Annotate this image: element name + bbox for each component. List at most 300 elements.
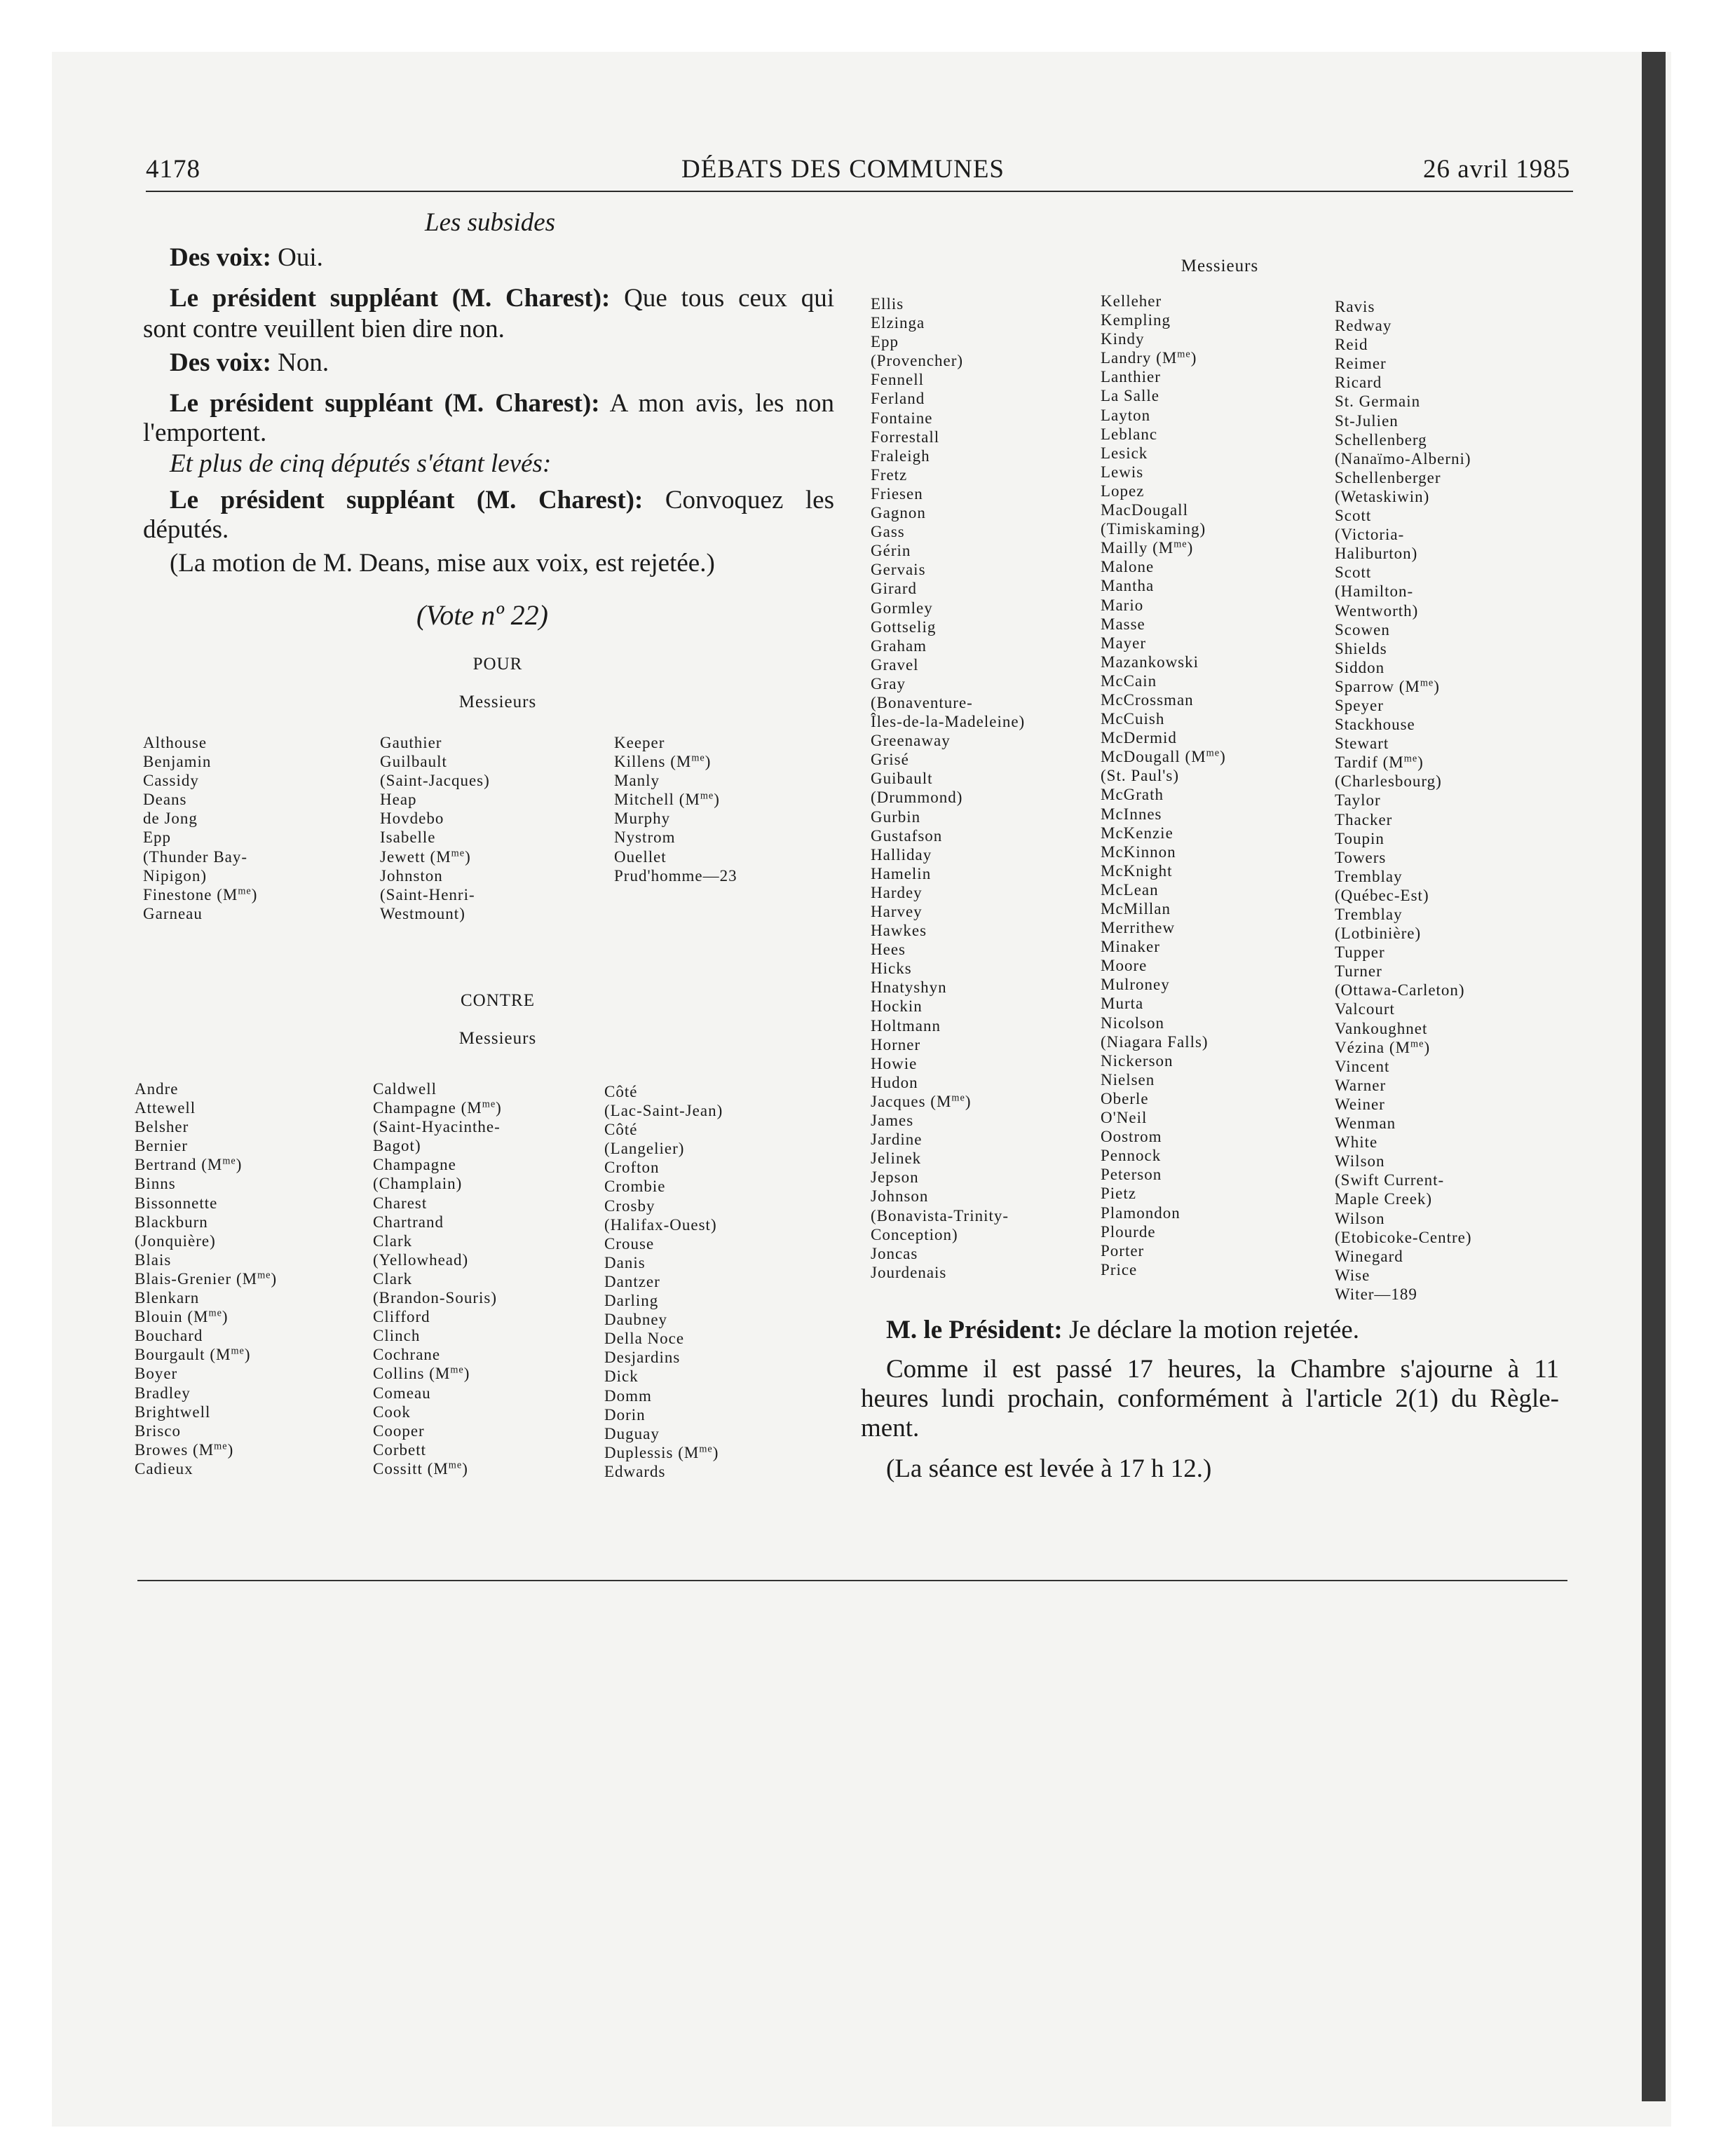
member-name: Lewis bbox=[1101, 463, 1144, 481]
member-name: Jacques $(M^{me})$ bbox=[871, 1092, 972, 1110]
member-name: Tupper bbox=[1335, 943, 1385, 962]
speaker-label: M. le Président: bbox=[886, 1316, 1063, 1344]
riding-name: Haliburton) bbox=[1335, 545, 1418, 563]
member-name: Fennell bbox=[871, 371, 924, 389]
member-name: Clark bbox=[373, 1269, 413, 1288]
title-mme: $M^{me}$ bbox=[193, 1307, 222, 1326]
member-name: Tremblay bbox=[1335, 906, 1403, 923]
title-mme: $M^{me}$ bbox=[207, 1155, 236, 1174]
member-name: Guilbault bbox=[380, 753, 447, 771]
member-name: Côté bbox=[604, 1083, 638, 1100]
member-name: Blais bbox=[135, 1250, 172, 1269]
member-name: Gagnon bbox=[871, 504, 926, 522]
member-name: Lesick bbox=[1101, 444, 1148, 462]
member-name: Blouin $(M^{me})$ bbox=[135, 1307, 229, 1326]
member-name: Nystrom bbox=[614, 828, 676, 847]
member-name: Vézina $(M^{me})$ bbox=[1335, 1038, 1431, 1056]
member-name: Cossitt $(M^{me})$ bbox=[373, 1459, 468, 1478]
speaker-label: Le président suppléant (M. Charest): bbox=[170, 284, 611, 313]
member-name: Moore bbox=[1101, 957, 1148, 975]
member-name: O'Neil bbox=[1101, 1109, 1148, 1127]
member-name: Nicolson bbox=[1101, 1014, 1165, 1032]
riding-name: (Yellowhead) bbox=[373, 1250, 469, 1269]
member-name: Warner bbox=[1335, 1076, 1387, 1094]
member-name: Blackburn bbox=[135, 1213, 208, 1231]
pour-column-1 bbox=[143, 733, 257, 923]
member-name: Cassidy bbox=[143, 772, 199, 790]
title-mme: $M^{me}$ bbox=[1405, 677, 1434, 695]
contre-heading: CONTRE bbox=[461, 991, 535, 1010]
member-name: Dick bbox=[604, 1367, 639, 1386]
member-name: Della Noce bbox=[604, 1330, 685, 1348]
riding-name: Îles-de-la-Madeleine) bbox=[871, 713, 1026, 731]
member-name: McGrath bbox=[1101, 786, 1164, 804]
member-name: Reimer bbox=[1335, 355, 1387, 373]
member-name: Gravel bbox=[871, 655, 919, 674]
member-name: Johnson bbox=[871, 1187, 929, 1206]
member-name: Champagne $(M^{me})$ bbox=[373, 1098, 502, 1117]
member-name: Shields bbox=[1335, 639, 1387, 657]
member-name: Blais-Grenier $(M^{me})$ bbox=[135, 1269, 278, 1288]
right-paragraph-2-line-1: Comme il est passé 17 heures, la Chambre s'ajourne à 11 bbox=[886, 1355, 1559, 1384]
riding-name: (Langelier) bbox=[604, 1140, 685, 1158]
title-mme: $M^{me}$ bbox=[216, 1345, 245, 1364]
contre-column-6 bbox=[1335, 297, 1472, 1304]
member-name: St-Julien bbox=[1335, 411, 1399, 430]
title-mme: $M^{me}$ bbox=[683, 1443, 713, 1461]
member-name: Ricard bbox=[1335, 374, 1382, 392]
title-mme: $M^{me}$ bbox=[242, 1269, 271, 1288]
member-name: Comeau bbox=[373, 1384, 431, 1402]
member-name: McInnes bbox=[1101, 805, 1162, 823]
member-name: Minaker bbox=[1101, 938, 1160, 956]
member-name: Plourde bbox=[1101, 1222, 1156, 1241]
riding-name: (Lac-Saint-Jean) bbox=[604, 1102, 723, 1120]
member-name: Deans bbox=[143, 791, 187, 809]
member-name: Halliday bbox=[871, 845, 932, 864]
member-name: Crosby bbox=[604, 1196, 655, 1215]
member-name: Oberle bbox=[1101, 1089, 1149, 1107]
member-name: Garneau bbox=[143, 904, 203, 922]
riding-name: (Nanaïmo-Alberni) bbox=[1335, 449, 1471, 468]
member-name: Cadieux bbox=[135, 1459, 193, 1478]
member-name: Killens $(M^{me})$ bbox=[614, 752, 712, 771]
issue-date: 26 avril 1985 bbox=[1423, 155, 1571, 184]
riding-name: (Wetaskiwin) bbox=[1335, 487, 1430, 505]
member-name: Peterson bbox=[1101, 1166, 1162, 1184]
paragraph-2-line-1 bbox=[170, 282, 834, 315]
member-name: Jelinek bbox=[871, 1149, 922, 1168]
member-name: Fontaine bbox=[871, 409, 933, 427]
title-mme: $M^{me}$ bbox=[685, 790, 714, 809]
member-name: McKenzie bbox=[1101, 824, 1173, 842]
member-name: Gormley bbox=[871, 599, 933, 617]
riding-name: (Niagara Falls) bbox=[1101, 1032, 1209, 1051]
member-name: Wenman bbox=[1335, 1114, 1396, 1133]
member-name: Browes $(M^{me})$ bbox=[135, 1440, 234, 1459]
member-name: Hardey bbox=[871, 883, 923, 901]
riding-name: Westmount) bbox=[380, 904, 465, 922]
speech-text: Oui. bbox=[271, 243, 323, 272]
member-name: Mario bbox=[1101, 596, 1144, 614]
member-name: Gervais bbox=[871, 561, 926, 579]
member-name: Corbett bbox=[373, 1440, 426, 1459]
member-name: Speyer bbox=[1335, 696, 1384, 714]
member-name: Champagne bbox=[373, 1156, 456, 1174]
member-name: Hicks bbox=[871, 960, 912, 978]
member-name: Desjardins bbox=[604, 1349, 681, 1367]
contre-column-5 bbox=[1101, 292, 1226, 1279]
member-name: Kelleher bbox=[1101, 292, 1162, 310]
paragraph-2-line-2: sont contre veuillent bien dire non. bbox=[143, 315, 505, 343]
member-name: Reid bbox=[1335, 336, 1368, 354]
member-name: Malone bbox=[1101, 558, 1155, 576]
journal-title: DÉBATS DES COMMUNES bbox=[681, 155, 1005, 184]
member-name: Fretz bbox=[871, 465, 908, 484]
member-name: Mazankowski bbox=[1101, 653, 1199, 671]
member-name: Mailly $(M^{me})$ bbox=[1101, 538, 1194, 557]
member-name: Valcourt bbox=[1335, 1000, 1395, 1018]
member-name: Turner bbox=[1335, 962, 1382, 981]
pour-subheading: Messieurs bbox=[458, 692, 537, 711]
speech-text: Je déclare la motion rejetée. bbox=[1062, 1316, 1359, 1344]
member-name: Johnston bbox=[380, 866, 443, 885]
contre-column-3 bbox=[604, 1082, 723, 1481]
riding-name: Bagot) bbox=[373, 1137, 421, 1155]
speech-text: Que tous ceux qui bbox=[610, 284, 834, 313]
member-name: Schellenberg bbox=[1335, 430, 1427, 449]
riding-name: (Swift Current- bbox=[1335, 1171, 1445, 1189]
riding-name: Wentworth) bbox=[1335, 601, 1419, 620]
member-name: Althouse bbox=[143, 734, 207, 751]
member-name: Gray bbox=[871, 674, 906, 692]
riding-name: (Jonquière) bbox=[135, 1231, 216, 1250]
member-name: James bbox=[871, 1112, 914, 1130]
member-name: Duplessis $(M^{me})$ bbox=[604, 1443, 719, 1461]
member-name: Dorin bbox=[604, 1405, 646, 1424]
right-paragraph-2-line-3: ment. bbox=[861, 1414, 920, 1442]
member-name: Nielsen bbox=[1101, 1070, 1155, 1089]
member-name: Crofton bbox=[604, 1159, 660, 1177]
member-name: Edwards bbox=[604, 1462, 666, 1480]
member-name: Weiner bbox=[1335, 1095, 1385, 1113]
member-name: Winegard bbox=[1335, 1247, 1403, 1265]
member-name: McCrossman bbox=[1101, 690, 1194, 709]
member-name: Pietz bbox=[1101, 1185, 1136, 1203]
member-name: Greenaway bbox=[871, 732, 951, 750]
member-name: Mitchell $(M^{me})$ bbox=[614, 790, 720, 809]
paragraph-6-line-1 bbox=[170, 484, 834, 517]
member-name: Cochrane bbox=[373, 1346, 441, 1364]
member-name: Stackhouse bbox=[1335, 716, 1415, 734]
riding-name: (Bonaventure- bbox=[871, 693, 973, 711]
member-name: Scott bbox=[1335, 507, 1372, 525]
member-name: Brightwell bbox=[135, 1403, 211, 1421]
member-name: Joncas bbox=[871, 1244, 918, 1262]
member-name: Finestone $(M^{me})$ bbox=[143, 885, 258, 903]
member-name: Duguay bbox=[604, 1424, 660, 1442]
riding-name: (Saint-Jacques) bbox=[380, 772, 490, 790]
page-number: 4178 bbox=[146, 155, 200, 184]
member-name: Tremblay bbox=[1335, 867, 1403, 885]
contre-subheading: Messieurs bbox=[458, 1029, 537, 1048]
member-name: Harvey bbox=[871, 903, 923, 920]
member-name: Ellis bbox=[871, 295, 904, 313]
vote-title: (Vote nº 22) bbox=[416, 599, 548, 631]
member-name: Jepson bbox=[871, 1168, 919, 1187]
member-name: Clinch bbox=[373, 1327, 421, 1345]
member-name: Chartrand bbox=[373, 1213, 444, 1231]
paragraph-4-line-2: l'emportent. bbox=[143, 418, 267, 447]
member-name: Elzinga bbox=[871, 314, 925, 332]
member-name: Belsher bbox=[135, 1118, 189, 1136]
member-name: Landry $(M^{me})$ bbox=[1101, 348, 1197, 367]
member-name: Horner bbox=[871, 1035, 921, 1053]
member-name: Crouse bbox=[604, 1234, 655, 1253]
member-name: Heap bbox=[380, 791, 417, 809]
member-name: Schellenberger bbox=[1335, 468, 1441, 486]
member-name: Nickerson bbox=[1101, 1051, 1173, 1070]
member-name: Howie bbox=[871, 1054, 918, 1072]
pour-column-2 bbox=[380, 733, 490, 923]
member-name: Leblanc bbox=[1101, 425, 1158, 443]
riding-name: (Drummond) bbox=[871, 789, 963, 807]
member-name: Girard bbox=[871, 580, 918, 598]
title-mme: $M^{me}$ bbox=[1395, 1038, 1424, 1056]
member-name: Kempling bbox=[1101, 311, 1171, 329]
title-mme: $M^{me}$ bbox=[936, 1092, 965, 1110]
title-mme: $M^{me}$ bbox=[436, 847, 465, 866]
speaker-label: Le président suppléant (M. Charest): bbox=[170, 486, 644, 514]
title-mme: $M^{me}$ bbox=[1162, 348, 1191, 367]
member-name: McMillan bbox=[1101, 900, 1171, 917]
member-name: Epp bbox=[143, 828, 172, 847]
right-paragraph-3: (La séance est levée à 17 h 12.) bbox=[886, 1454, 1212, 1483]
member-name: Boyer bbox=[135, 1365, 178, 1383]
title-mme: $M^{me}$ bbox=[1389, 753, 1418, 772]
speaker-label: Des voix: bbox=[170, 243, 271, 272]
riding-name: Conception) bbox=[871, 1225, 958, 1243]
member-name: Jourdenais bbox=[871, 1263, 947, 1281]
title-mme: $M^{me}$ bbox=[433, 1459, 463, 1478]
paragraph-7: (La motion de M. Deans, mise aux voix, est rejetée.) bbox=[170, 549, 715, 578]
member-name: Mulroney bbox=[1101, 976, 1170, 994]
member-name: Vincent bbox=[1335, 1057, 1390, 1075]
member-name: McDougall $(M^{me})$ bbox=[1101, 747, 1226, 766]
member-name: Lanthier bbox=[1101, 368, 1161, 386]
member-name: McCain bbox=[1101, 671, 1157, 690]
riding-name: (Etobicoke-Centre) bbox=[1335, 1228, 1472, 1246]
member-name: Stewart bbox=[1335, 735, 1389, 753]
member-name: Toupin bbox=[1335, 829, 1384, 847]
riding-name: (Ottawa-Carleton) bbox=[1335, 981, 1465, 999]
member-name: Murta bbox=[1101, 995, 1144, 1013]
member-name: Hockin bbox=[871, 997, 923, 1016]
member-name: Domm bbox=[604, 1386, 652, 1405]
riding-name: (Québec-Est) bbox=[1335, 886, 1429, 904]
section-title: Les subsides bbox=[425, 208, 556, 237]
riding-name: (Champlain) bbox=[373, 1175, 463, 1193]
member-name: Bissonnette bbox=[135, 1194, 218, 1212]
title-mme: $M^{me}$ bbox=[198, 1440, 228, 1459]
member-name: McKnight bbox=[1101, 861, 1173, 880]
member-name: Caldwell bbox=[373, 1080, 437, 1098]
member-name: Brisco bbox=[135, 1421, 182, 1440]
member-name: Bernier bbox=[135, 1137, 188, 1155]
title-mme: $M^{me}$ bbox=[676, 752, 705, 771]
paragraph-5: Et plus de cinq députés s'étant levés: bbox=[170, 449, 552, 478]
right-paragraph-1 bbox=[886, 1314, 1359, 1347]
member-name: Mantha bbox=[1101, 577, 1155, 595]
member-name: Graham bbox=[871, 636, 927, 655]
member-name: Prud'homme—23 bbox=[614, 866, 737, 885]
member-name: Siddon bbox=[1335, 658, 1385, 676]
paragraph-6-line-2: députés. bbox=[143, 515, 229, 544]
riding-name: (Saint-Henri- bbox=[380, 885, 475, 903]
member-name: Epp bbox=[871, 333, 899, 351]
member-name: White bbox=[1335, 1133, 1378, 1152]
member-name: Hnatyshyn bbox=[871, 978, 947, 997]
member-name: Scott bbox=[1335, 564, 1372, 582]
member-name: McKinnon bbox=[1101, 842, 1176, 861]
member-name: Wilson bbox=[1335, 1152, 1385, 1171]
riding-name: (St. Paul's) bbox=[1101, 767, 1179, 785]
riding-name: (Timiskaming) bbox=[1101, 520, 1206, 538]
title-mme: $M^{me}$ bbox=[1191, 747, 1220, 766]
member-name: Porter bbox=[1101, 1241, 1145, 1260]
member-name: Gérin bbox=[871, 542, 911, 560]
paragraph-3 bbox=[170, 346, 329, 380]
member-name: Gottselig bbox=[871, 618, 937, 636]
member-name: Jewett $(M^{me})$ bbox=[380, 847, 471, 866]
speech-text: A mon avis, les non bbox=[599, 389, 834, 418]
member-name: Layton bbox=[1101, 406, 1151, 424]
member-name: Attewell bbox=[135, 1099, 196, 1117]
riding-name: (Provencher) bbox=[871, 352, 964, 370]
member-name: Friesen bbox=[871, 484, 923, 503]
member-name: Darling bbox=[604, 1292, 659, 1310]
member-name: Gurbin bbox=[871, 807, 921, 826]
member-name: Plamondon bbox=[1101, 1203, 1181, 1222]
member-name: Ouellet bbox=[614, 847, 667, 866]
speaker-label: Le président suppléant (M. Charest): bbox=[170, 389, 600, 418]
speech-text: Non. bbox=[271, 348, 329, 377]
member-name: Price bbox=[1101, 1260, 1138, 1278]
member-name: La Salle bbox=[1101, 387, 1159, 405]
title-mme: $M^{me}$ bbox=[467, 1098, 496, 1117]
paragraph-1 bbox=[170, 241, 323, 275]
member-name: Lopez bbox=[1101, 482, 1145, 500]
member-name: Kindy bbox=[1101, 330, 1145, 348]
member-name: Ferland bbox=[871, 390, 925, 408]
riding-name: (Bonavista-Trinity- bbox=[871, 1206, 1009, 1224]
member-name: Bradley bbox=[135, 1384, 191, 1402]
member-name: de Jong bbox=[143, 810, 198, 828]
member-name: Hees bbox=[871, 941, 906, 959]
riding-name: (Victoria- bbox=[1335, 526, 1405, 544]
member-name: Forrestall bbox=[871, 428, 940, 446]
riding-name: (Lotbinière) bbox=[1335, 925, 1422, 943]
paragraph-4-line-1 bbox=[170, 387, 834, 421]
speech-text: Convoquez les bbox=[643, 486, 835, 514]
member-name: Binns bbox=[135, 1175, 176, 1193]
member-name: Gass bbox=[871, 523, 905, 541]
member-name: Blenkarn bbox=[135, 1289, 200, 1307]
member-name: Hovdebo bbox=[380, 810, 444, 828]
member-name: Merrithew bbox=[1101, 919, 1176, 937]
riding-name: Maple Creek) bbox=[1335, 1190, 1433, 1208]
member-name: Isabelle bbox=[380, 828, 436, 847]
member-name: Pennock bbox=[1101, 1147, 1162, 1165]
member-name: Hawkes bbox=[871, 922, 927, 940]
title-mme: $M^{me}$ bbox=[1158, 538, 1188, 557]
member-name: Thacker bbox=[1335, 810, 1393, 828]
member-name: McCuish bbox=[1101, 710, 1165, 728]
member-name: Gustafson bbox=[871, 826, 943, 845]
header-rule bbox=[146, 191, 1573, 192]
member-name: Masse bbox=[1101, 615, 1145, 633]
member-name: Bouchard bbox=[135, 1327, 203, 1345]
member-name: Côté bbox=[604, 1121, 638, 1139]
member-name: Clifford bbox=[373, 1308, 430, 1326]
speaker-label: Des voix: bbox=[170, 348, 271, 377]
contre-right-subheading: Messieurs bbox=[1181, 257, 1259, 275]
member-name: Oostrom bbox=[1101, 1128, 1162, 1146]
member-name: Hamelin bbox=[871, 864, 932, 882]
member-name: Guibault bbox=[871, 770, 933, 788]
bottom-rule bbox=[137, 1580, 1567, 1581]
riding-name: (Thunder Bay- bbox=[143, 847, 248, 866]
riding-name: (Charlesbourg) bbox=[1335, 772, 1442, 791]
member-name: Crombie bbox=[604, 1178, 666, 1196]
member-name: Murphy bbox=[614, 810, 671, 828]
contre-column-4 bbox=[871, 294, 1025, 1282]
member-name: Charest bbox=[373, 1194, 428, 1212]
riding-name: (Hamilton- bbox=[1335, 582, 1414, 601]
member-name: Cook bbox=[373, 1403, 411, 1421]
riding-name: (Saint-Hyacinthe- bbox=[373, 1118, 501, 1136]
riding-name: (Brandon-Souris) bbox=[373, 1289, 497, 1307]
contre-column-1 bbox=[135, 1079, 277, 1478]
member-name: Sparrow $(M^{me})$ bbox=[1335, 677, 1440, 695]
member-name: Redway bbox=[1335, 317, 1392, 335]
member-name: Hudon bbox=[871, 1073, 918, 1091]
member-name: Daubney bbox=[604, 1311, 668, 1329]
title-mme: $M^{me}$ bbox=[222, 885, 252, 903]
member-name: Taylor bbox=[1335, 791, 1381, 810]
scan-edge bbox=[1642, 52, 1666, 2101]
member-name: Keeper bbox=[614, 734, 665, 751]
riding-name: Nipigon) bbox=[143, 866, 207, 885]
member-name: Manly bbox=[614, 772, 660, 790]
pour-column-3 bbox=[614, 733, 737, 885]
pour-heading: POUR bbox=[472, 655, 523, 674]
member-name: Witer—189 bbox=[1335, 1285, 1417, 1303]
member-name: Danis bbox=[604, 1253, 646, 1271]
member-name: Towers bbox=[1335, 848, 1387, 866]
member-name: Ravis bbox=[1335, 298, 1375, 315]
member-name: Cooper bbox=[373, 1421, 425, 1440]
member-name: Tardif $(M^{me})$ bbox=[1335, 753, 1424, 772]
member-name: St. Germain bbox=[1335, 393, 1421, 411]
member-name: Scowen bbox=[1335, 620, 1390, 639]
member-name: Grisé bbox=[871, 751, 909, 769]
member-name: Andre bbox=[135, 1080, 179, 1098]
member-name: Gauthier bbox=[380, 734, 442, 751]
member-name: Bertrand $(M^{me})$ bbox=[135, 1155, 243, 1174]
member-name: Wilson bbox=[1335, 1209, 1385, 1227]
member-name: Bourgault $(M^{me})$ bbox=[135, 1345, 251, 1364]
